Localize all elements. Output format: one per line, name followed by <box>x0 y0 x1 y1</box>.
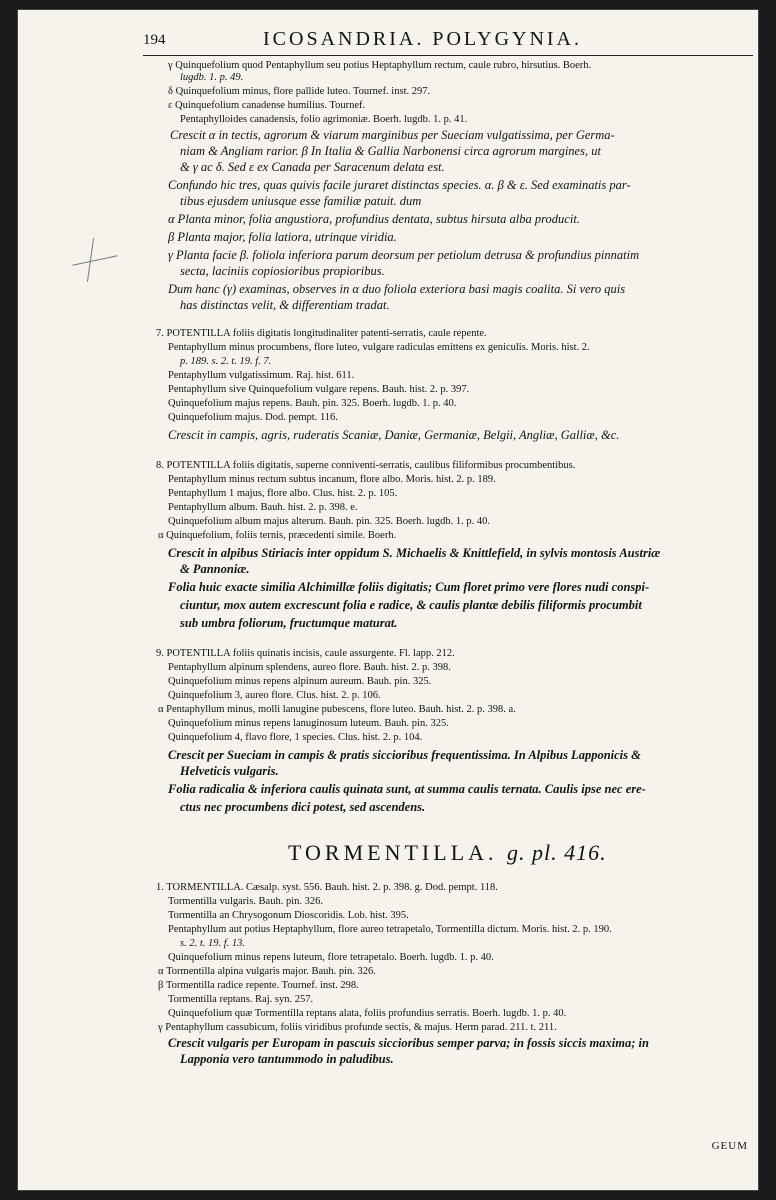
text-line: γ Pentaphyllum cassubicum, foliis viridibus profunde sectis, & majus. Herm parad. 211. t. 211. <box>158 1022 557 1033</box>
page-number: 194 <box>143 32 166 48</box>
text-line: & γ ac δ. Sed ε ex Canada per Saracenum delata est. <box>180 160 445 174</box>
text-line: Quinquefolium quæ Tormentilla reptans alata, foliis profundius serratis. Boerh. lugdb. 1. p. 40. <box>168 1008 567 1019</box>
text-line: Tormentilla reptans. Raj. syn. 257. <box>168 994 314 1005</box>
section-title: TORMENTILLA. <box>288 840 498 865</box>
text-line: Pentaphyllum sive Quinquefolium vulgare repens. Bauh. hist. 2. p. 397. <box>168 384 470 395</box>
text-line: Pentaphyllum minus rectum subtus incanum, flore albo. Moris. hist. 2. p. 189. <box>168 474 496 485</box>
text-line: tibus ejusdem uniusque esse familiæ patuit. dum <box>180 194 422 208</box>
text-line: γ Planta facie β. foliola inferiora parum deorsum per petiolum detrusa & profundius pinnatim <box>168 248 640 262</box>
text-line: lugdb. 1. p. 49. <box>180 72 244 83</box>
text-line: s. 2. t. 19. f. 13. <box>180 938 246 949</box>
text-line: has distinctas velit, & differentiam tradat. <box>180 298 390 312</box>
text-line: Crescit α in tectis, agrorum & viarum marginibus per Sueciam vulgatissima, per Germa- <box>170 128 615 142</box>
text-line: α Planta minor, folia angustiora, profundius dentata, subtus hirsuta alba producit. <box>168 212 580 226</box>
text-line: p. 189. s. 2. t. 19. f. 7. <box>180 356 272 367</box>
text-line: Quinquefolium minus repens luteum, flore tetrapetalo. Boerh. lugdb. 1. p. 40. <box>168 952 494 963</box>
catchword: GEUM <box>711 1140 748 1152</box>
text-line: Pentaphyllum album. Bauh. hist. 2. p. 398. e. <box>168 502 358 513</box>
text-line: Dum hanc (γ) examinas, observes in α duo foliola exteriora basi magis coalita. Si vero quis <box>168 282 626 296</box>
text-line: β Planta major, folia latiora, utrinque viridia. <box>168 230 397 244</box>
text-line: Pentaphyllum vulgatissimum. Raj. hist. 611. <box>168 370 355 381</box>
section-heading <box>288 840 607 866</box>
text-line: & Pannoniæ. <box>180 562 250 576</box>
text-line: Pentaphylloides canadensis, folio agrimoniæ. Boerh. lugdb. 1. p. 41. <box>180 114 468 125</box>
text-line: Quinquefolium album majus alterum. Bauh. pin. 325. Boerh. lugdb. 1. p. 40. <box>168 516 490 527</box>
text-line: Crescit vulgaris per Europam in pascuis siccioribus semper parva; in fossis siccis maxima; in <box>168 1036 649 1050</box>
entry-heading: 9. POTENTILLA foliis quinatis incisis, caule assurgente. Fl. lapp. 212. <box>156 648 455 659</box>
entry-heading: 1. TORMENTILLA. Cæsalp. syst. 556. Bauh. hist. 2. p. 398. g. Dod. pempt. 118. <box>156 882 498 893</box>
text-line: α Quinquefolium, foliis ternis, præcedenti simile. Boerh. <box>158 530 397 541</box>
text-line: Quinquefolium majus. Dod. pempt. 116. <box>168 412 338 423</box>
text-line: Confundo hic tres, quas quivis facile juraret distinctas species. α. β & ε. Sed examinatis par- <box>168 178 631 192</box>
text-line: Pentaphyllum 1 majus, flore albo. Clus. hist. 2. p. 105. <box>168 488 398 499</box>
text-line: Folia huic exacte similia Alchimillæ foliis digitatis; Cum floret primo vere flores nudi conspi- <box>168 580 650 594</box>
text-line: ciuntur, mox autem excrescunt folia e radice, & caulis plantæ debilis filiformis procumbit <box>180 598 642 612</box>
entry-heading: 8. POTENTILLA foliis digitatis, superne conniventi-serratis, caulibus filiformibus procumbentibus. <box>156 460 576 471</box>
text-line: Helveticis vulgaris. <box>180 764 279 778</box>
text-line: niam & Angliam rarior. β In Italia & Gallia Narbonensi circa agrorum margines, ut <box>180 144 601 158</box>
text-line: ε Quinquefolium canadense humilius. Tournef. <box>168 100 366 111</box>
text-line: α Tormentilla alpina vulgaris major. Bauh. pin. 326. <box>158 966 376 977</box>
entry-heading: 7. POTENTILLA foliis digitatis longitudinaliter patenti-serratis, caule repente. <box>156 328 487 339</box>
genus-reference: g. pl. 416. <box>507 840 607 865</box>
text-line: Pentaphyllum alpinum splendens, aureo flore. Bauh. hist. 2. p. 398. <box>168 662 451 673</box>
text-line: secta, laciniis copiosioribus propioribus. <box>180 264 385 278</box>
running-title: ICOSANDRIA. POLYGYNIA. <box>263 28 582 50</box>
text-line: Quinquefolium minus repens lanuginosum luteum. Bauh. pin. 325. <box>168 718 449 729</box>
text-line: Tormentilla an Chrysogonum Dioscoridis. Lob. hist. 395. <box>168 910 409 921</box>
text-line: γ Quinquefolium quod Pentaphyllum seu potius Heptaphyllum rectum, caule rubro, hirsutius. Boerh. <box>168 60 592 71</box>
text-line: Crescit per Sueciam in campis & pratis siccioribus frequentissima. In Alpibus Lapponicis & <box>168 748 641 762</box>
text-line: Quinquefolium minus repens alpinum aureum. Bauh. pin. 325. <box>168 676 432 687</box>
text-line: Pentaphyllum aut potius Heptaphyllum, flore aureo tetrapetalo, Tormentilla dictum. Moris. hist. 2. p. 190. <box>168 924 612 935</box>
book-page <box>18 10 758 1190</box>
text-line: β Tormentilla radice repente. Tournef. inst. 298. <box>158 980 359 991</box>
text-line: Folia radicalia & inferiora caulis quinata sunt, at summa caulis ternata. Caulis ipse nec ere- <box>168 782 646 796</box>
text-line: Quinquefolium majus repens. Bauh. pin. 325. Boerh. lugdb. 1. p. 40. <box>168 398 457 409</box>
text-line: Lapponia vero tantummodo in paludibus. <box>180 1052 394 1066</box>
text-line: Tormentilla vulgaris. Bauh. pin. 326. <box>168 896 323 907</box>
text-line: Quinquefolium 3, aureo flore. Clus. hist. 2. p. 106. <box>168 690 381 701</box>
text-line: Quinquefolium 4, flavo flore, 1 species. Clus. hist. 2. p. 104. <box>168 732 423 743</box>
text-line: ctus nec procumbens dici potest, sed ascendens. <box>180 800 426 814</box>
text-line: Crescit in campis, agris, ruderatis Scaniæ, Daniæ, Germaniæ, Belgii, Angliæ, Galliæ, &c. <box>168 428 620 442</box>
text-line: Crescit in alpibus Stiriacis inter oppidum S. Michaelis & Knittlefield, in sylvis montosis Austriæ <box>168 546 661 560</box>
header-rule <box>143 55 753 56</box>
handwritten-cross-mark <box>78 238 118 278</box>
text-line: α Pentaphyllum minus, molli lanugine pubescens, flore luteo. Bauh. hist. 2. p. 398. a. <box>158 704 516 715</box>
text-line: δ Quinquefolium minus, flore pallide luteo. Tournef. inst. 297. <box>168 86 431 97</box>
text-line: sub umbra foliorum, fructumque maturat. <box>180 616 398 630</box>
text-line: Pentaphyllum minus procumbens, flore luteo, vulgare radiculas emittens ex geniculis. Moris. hist. 2. <box>168 342 590 353</box>
